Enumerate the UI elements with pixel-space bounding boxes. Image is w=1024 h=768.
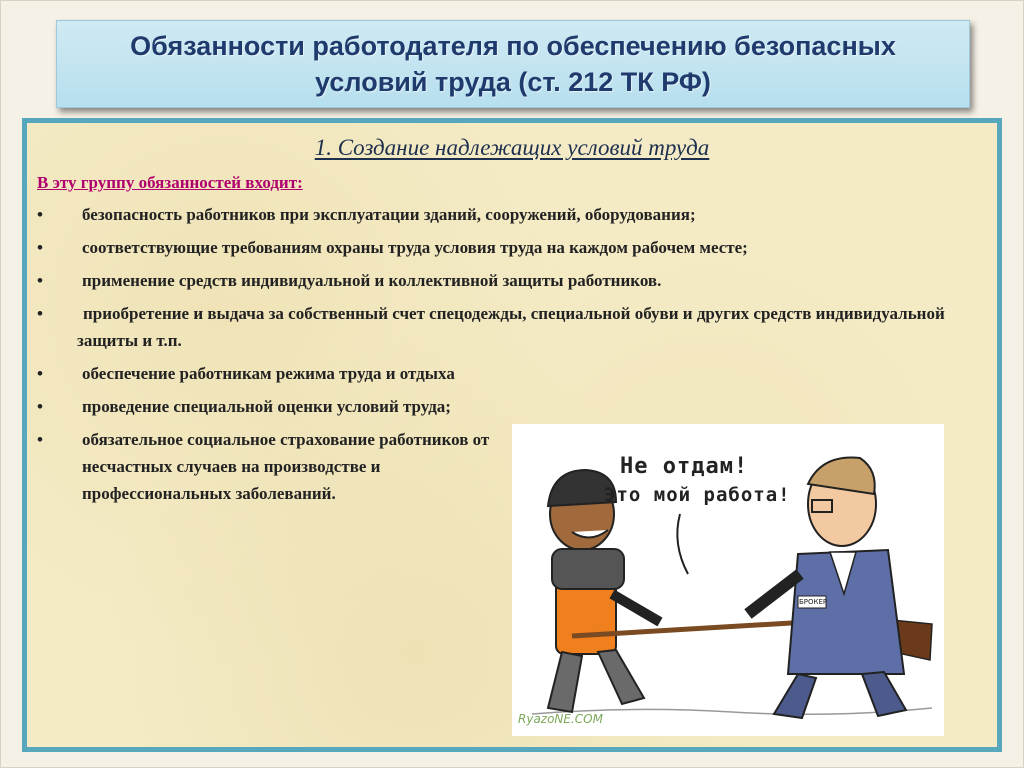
- bullet-marker: •: [37, 238, 43, 257]
- bullet-marker: •: [37, 304, 43, 323]
- bullet-marker: •: [37, 205, 43, 224]
- bullet-marker: •: [37, 271, 43, 290]
- list-item: • приобретение и выдача за собственный счет спецодежды, специальной обуви и других средств индивидуальной защиты и т.п.: [37, 300, 987, 354]
- bullet-marker: •: [37, 397, 43, 416]
- speech-line-2: Это мой работа!: [604, 484, 791, 506]
- broker-badge: БРОКЕР: [799, 598, 828, 606]
- cartoon-watermark: RyazoNE.COM: [518, 712, 603, 726]
- speech-line-1: Не отдам!: [620, 454, 749, 479]
- list-item: • обеспечение работникам режима труда и отдыха: [37, 360, 987, 387]
- slide-title-line-1: Обязанности работодателя по обеспечению безопасных: [130, 31, 896, 61]
- group-label: В эту группу обязанностей входит:: [37, 173, 303, 192]
- list-item: • обязательное социальное страхование работников от несчастных случаев на производстве и профессиональных заболеваний.: [37, 426, 987, 507]
- list-item: • применение средств индивидуальной и коллективной защиты работников.: [37, 267, 987, 294]
- slide-title-line-2: условий труда (ст. 212 ТК РФ): [315, 67, 711, 97]
- cartoon-illustration: [512, 424, 944, 736]
- list-item: • соответствующие требованиям охраны труда условия труда на каждом рабочем месте;: [37, 234, 987, 261]
- section-title: 1. Создание надлежащих условий труда: [314, 135, 710, 160]
- worker-figure: [548, 470, 660, 712]
- list-item: • проведение специальной оценки условий труда;: [37, 393, 987, 420]
- bullet-marker: •: [37, 364, 43, 383]
- list-item: • безопасность работников при эксплуатации зданий, сооружений, оборудования;: [37, 201, 987, 228]
- slide-title-box: [56, 20, 970, 108]
- bullet-marker: •: [37, 430, 43, 449]
